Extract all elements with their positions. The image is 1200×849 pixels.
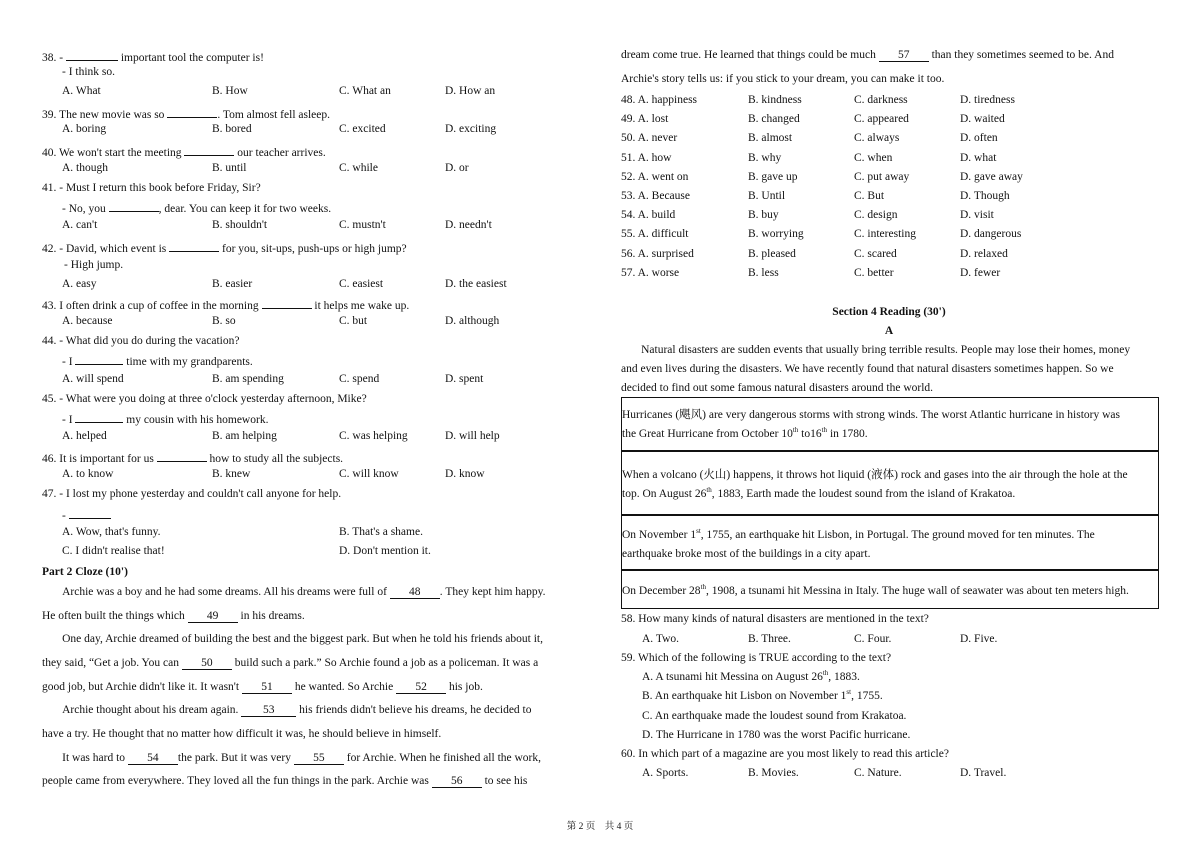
- option-d: D. the easiest: [445, 278, 507, 290]
- option-b: B. Movies.: [748, 767, 799, 779]
- cloze-option: B. pleased: [748, 247, 796, 260]
- option-a: A. Two.: [642, 633, 679, 645]
- option-b: B. am spending: [212, 373, 284, 385]
- section-a-label: A: [884, 325, 894, 337]
- info-box-tsunami: [621, 569, 1159, 609]
- cloze-option: B. less: [748, 266, 779, 279]
- question-47-stem: 47. - I lost my phone yesterday and couldn't call anyone for help.: [42, 488, 342, 500]
- box-line: When a volcano (火山) happens, it throws hot liquid (液体) rock and gases into the air through the hole at the: [622, 469, 1128, 481]
- cloze-blank-56: 56: [432, 775, 482, 788]
- section4-title: Section 4 Reading (30'): [832, 306, 946, 318]
- option-c: C. Four.: [854, 633, 892, 645]
- cloze-line: Archie thought about his dream again. 53 his friends didn't believe his dreams, he decided to: [62, 704, 532, 716]
- option-a: A. helped: [62, 430, 107, 442]
- cloze-line: It was hard to 54 the park. But it was very 55 for Archie. When he finished all the work,: [62, 752, 542, 764]
- cloze-option: C. appeared: [854, 113, 909, 126]
- option-a: A. easy: [62, 278, 97, 290]
- answer-blank: [262, 296, 312, 309]
- option-c: C. excited: [339, 123, 386, 135]
- option-a: A. Sports.: [642, 767, 689, 779]
- cloze-option: 55. A. difficult: [621, 228, 689, 241]
- option-c: C. but: [339, 315, 368, 327]
- cloze-line: they said, “Get a job. You can 50 build such a park.” So Archie found a job as a policeman. It was a: [42, 657, 539, 669]
- cloze-option: C. always: [854, 132, 900, 145]
- cloze-blank-54: 54: [128, 752, 178, 765]
- cloze-option: C. interesting: [854, 228, 916, 241]
- option-b: B. An earthquake hit Lisbon on November 1st, 1755.: [642, 688, 883, 702]
- cloze-option: D. Though: [960, 190, 1010, 202]
- option-d: D. Five.: [960, 633, 998, 645]
- option-a: A. to know: [62, 468, 114, 480]
- page-footer: 第 2 页 共 4 页: [566, 822, 634, 832]
- question-47-reply: -: [62, 506, 111, 523]
- option-a: A. can't: [62, 219, 98, 231]
- info-box-volcano: [621, 450, 1159, 516]
- option-b: B. until: [212, 162, 247, 174]
- question-44-reply: - I time with my grandparents.: [62, 352, 253, 369]
- option-a: A. because: [62, 315, 113, 327]
- question-41-stem: 41. - Must I return this book before Friday, Sir?: [42, 182, 261, 194]
- cloze-blank-51: 51: [242, 681, 292, 694]
- cloze-option: D. visit: [960, 209, 994, 222]
- cloze-blank-49: 49: [188, 610, 238, 623]
- answer-blank: [169, 239, 219, 252]
- cloze-blank-52: 52: [396, 681, 446, 694]
- answer-blank: [167, 105, 217, 118]
- option-d: D. needn't: [445, 219, 492, 231]
- option-b: B. am helping: [212, 430, 277, 442]
- cloze-option: D. tiredness: [960, 94, 1015, 106]
- answer-blank: [157, 449, 207, 462]
- question-38-reply: - I think so.: [62, 66, 116, 78]
- option-d: D. know: [445, 468, 485, 480]
- intro-line: and even lives during the disasters. We have recently found that natural disasters sometimes happen. So we: [621, 363, 1114, 375]
- option-a: A. boring: [62, 123, 107, 135]
- option-c: C. Nature.: [854, 767, 902, 779]
- cloze-option: D. waited: [960, 113, 1005, 126]
- option-c: C. was helping: [339, 430, 408, 442]
- cloze-option: 57. A. worse: [621, 266, 680, 279]
- cloze-option: B. why: [748, 151, 782, 164]
- cloze-option: D. gave away: [960, 170, 1023, 183]
- cloze-option: D. dangerous: [960, 228, 1022, 241]
- option-b: B. easier: [212, 278, 253, 290]
- option-c: C. easiest: [339, 278, 384, 290]
- cloze-option: B. gave up: [748, 170, 798, 183]
- option-c: C. spend: [339, 373, 380, 385]
- answer-blank: [109, 199, 159, 212]
- question-41-reply: - No, you , dear. You can keep it for two weeks.: [62, 199, 331, 216]
- cloze-option: D. often: [960, 132, 998, 145]
- question-42-reply: - High jump.: [64, 259, 124, 271]
- question-40-stem: 40. We won't start the meeting our teacher arrives.: [42, 143, 326, 160]
- cloze-line: One day, Archie dreamed of building the best and the biggest park. But when he told his friends about it,: [62, 633, 543, 645]
- question-38-stem: 38. - important tool the computer is!: [42, 48, 264, 65]
- cloze-line: people came from everywhere. They loved all the fun things in the park. Archie was 56 to see his: [42, 775, 528, 787]
- option-d: D. spent: [445, 373, 484, 385]
- option-d: D. Travel.: [960, 767, 1007, 779]
- option-d: D. exciting: [445, 123, 497, 135]
- box-line: top. On August 26th, 1883, Earth made the loudest sound from the island of Krakatoa.: [622, 486, 1016, 500]
- cloze-option: B. changed: [748, 113, 800, 126]
- question-39-stem: 39. The new movie was so . Tom almost fell asleep.: [42, 105, 330, 122]
- cloze-option: B. buy: [748, 209, 779, 222]
- cloze-blank-55: 55: [294, 752, 344, 765]
- intro-line: decided to find out some famous natural disasters around the world.: [621, 382, 934, 394]
- cloze-line: dream come true. He learned that things could be much 57 than they sometimes seemed to be. And: [621, 49, 1114, 61]
- option-b: B. knew: [212, 468, 251, 480]
- cloze-option: 50. A. never: [621, 132, 678, 145]
- option-c: C. What an: [339, 85, 391, 97]
- part2-title: Part 2 Cloze (10'): [42, 566, 128, 578]
- cloze-option: 49. A. lost: [621, 113, 669, 126]
- box-line: earthquake broke most of the buildings in a city apart.: [622, 548, 871, 560]
- option-a: A. will spend: [62, 373, 124, 385]
- option-b: B. so: [212, 315, 236, 327]
- cloze-option: C. design: [854, 209, 898, 222]
- question-45-stem: 45. - What were you doing at three o'clock yesterday afternoon, Mike?: [42, 393, 367, 405]
- question-42-stem: 42. - David, which event is for you, sit-ups, push-ups or high jump?: [42, 239, 407, 256]
- option-c: C. while: [339, 162, 378, 174]
- cloze-option: C. put away: [854, 170, 910, 183]
- option-a: A. Wow, that's funny.: [62, 526, 161, 538]
- cloze-line: Archie's story tells us: if you stick to your dream, you can make it too.: [621, 73, 945, 85]
- answer-blank: [184, 143, 234, 156]
- info-box-hurricane: [621, 397, 1159, 452]
- answer-blank: [75, 352, 123, 365]
- cloze-option: D. what: [960, 151, 997, 164]
- cloze-option: B. Until: [748, 190, 786, 202]
- option-c: C. An earthquake made the loudest sound from Krakatoa.: [642, 710, 907, 722]
- cloze-option: 51. A. how: [621, 151, 672, 164]
- question-43-stem: 43. I often drink a cup of coffee in the morning it helps me wake up.: [42, 296, 409, 313]
- option-b: B. Three.: [748, 633, 791, 645]
- cloze-option: C. better: [854, 266, 894, 279]
- question-45-reply: - I my cousin with his homework.: [62, 410, 268, 427]
- intro-line: Natural disasters are sudden events that usually bring terrible results. People may lose their homes, money: [641, 344, 1131, 356]
- cloze-option: C. scared: [854, 247, 897, 260]
- box-line: On November 1st, 1755, an earthquake hit Lisbon, in Portugal. The ground moved for ten minutes. The: [622, 527, 1095, 541]
- cloze-line: He often built the things which 49 in his dreams.: [42, 610, 305, 622]
- cloze-option: 54. A. build: [621, 209, 676, 222]
- cloze-blank-57: 57: [879, 49, 929, 62]
- cloze-line: good job, but Archie didn't like it. It wasn't 51 he wanted. So Archie 52 his job.: [42, 681, 483, 693]
- option-d: D. although: [445, 315, 500, 327]
- cloze-option: B. kindness: [748, 94, 802, 106]
- cloze-blank-50: 50: [182, 657, 232, 670]
- option-b: B. shouldn't: [212, 219, 268, 231]
- cloze-line: Archie was a boy and he had some dreams. All his dreams were full of 48 . They kept him happy.: [62, 586, 546, 598]
- cloze-option: B. almost: [748, 132, 793, 145]
- cloze-option: 56. A. surprised: [621, 247, 694, 260]
- question-46-stem: 46. It is important for us how to study all the subjects.: [42, 449, 343, 466]
- option-c: C. I didn't realise that!: [62, 545, 165, 557]
- option-c: C. mustn't: [339, 219, 386, 231]
- option-d: D. or: [445, 162, 469, 174]
- option-d: D. How an: [445, 85, 496, 97]
- option-d: D. will help: [445, 430, 500, 442]
- option-b: B. That's a shame.: [339, 526, 423, 538]
- question-58-stem: 58. How many kinds of natural disasters are mentioned in the text?: [621, 613, 929, 625]
- cloze-option: B. worrying: [748, 228, 804, 241]
- option-a: A. A tsunami hit Messina on August 26th, 1883.: [642, 669, 860, 683]
- cloze-line: have a try. He thought that no matter how difficult it was, he should believe in himself.: [42, 728, 442, 740]
- answer-blank: [75, 410, 123, 423]
- cloze-blank-48: 48: [390, 586, 440, 599]
- question-44-stem: 44. - What did you do during the vacation?: [42, 335, 240, 347]
- box-line: Hurricanes (飓风) are very dangerous storms with strong winds. The worst Atlantic hurricane in history was: [622, 409, 1121, 421]
- box-line: On December 28th, 1908, a tsunami hit Messina in Italy. The huge wall of seawater was about ten meters high.: [622, 583, 1129, 597]
- option-d: D. The Hurricane in 1780 was the worst Pacific hurricane.: [642, 729, 911, 741]
- answer-blank: [69, 506, 111, 519]
- option-d: D. Don't mention it.: [339, 545, 431, 557]
- cloze-option: 53. A. Because: [621, 190, 690, 202]
- option-a: A. What: [62, 85, 101, 97]
- info-box-earthquake: [621, 514, 1159, 571]
- cloze-option: C. when: [854, 151, 893, 164]
- option-b: B. bored: [212, 123, 252, 135]
- cloze-option: 52. A. went on: [621, 170, 689, 183]
- question-60-stem: 60. In which part of a magazine are you most likely to read this article?: [621, 748, 949, 760]
- cloze-option: 48. A. happiness: [621, 94, 698, 106]
- option-b: B. How: [212, 85, 248, 97]
- cloze-option: D. relaxed: [960, 247, 1008, 260]
- cloze-option: C. But: [854, 190, 885, 202]
- box-line: the Great Hurricane from October 10th to16th in 1780.: [622, 426, 868, 440]
- answer-blank: [66, 48, 118, 61]
- cloze-option: D. fewer: [960, 266, 1001, 279]
- option-c: C. will know: [339, 468, 399, 480]
- cloze-option: C. darkness: [854, 94, 908, 106]
- cloze-blank-53: 53: [241, 704, 296, 717]
- question-59-stem: 59. Which of the following is TRUE according to the text?: [621, 652, 892, 664]
- option-a: A. though: [62, 162, 108, 174]
